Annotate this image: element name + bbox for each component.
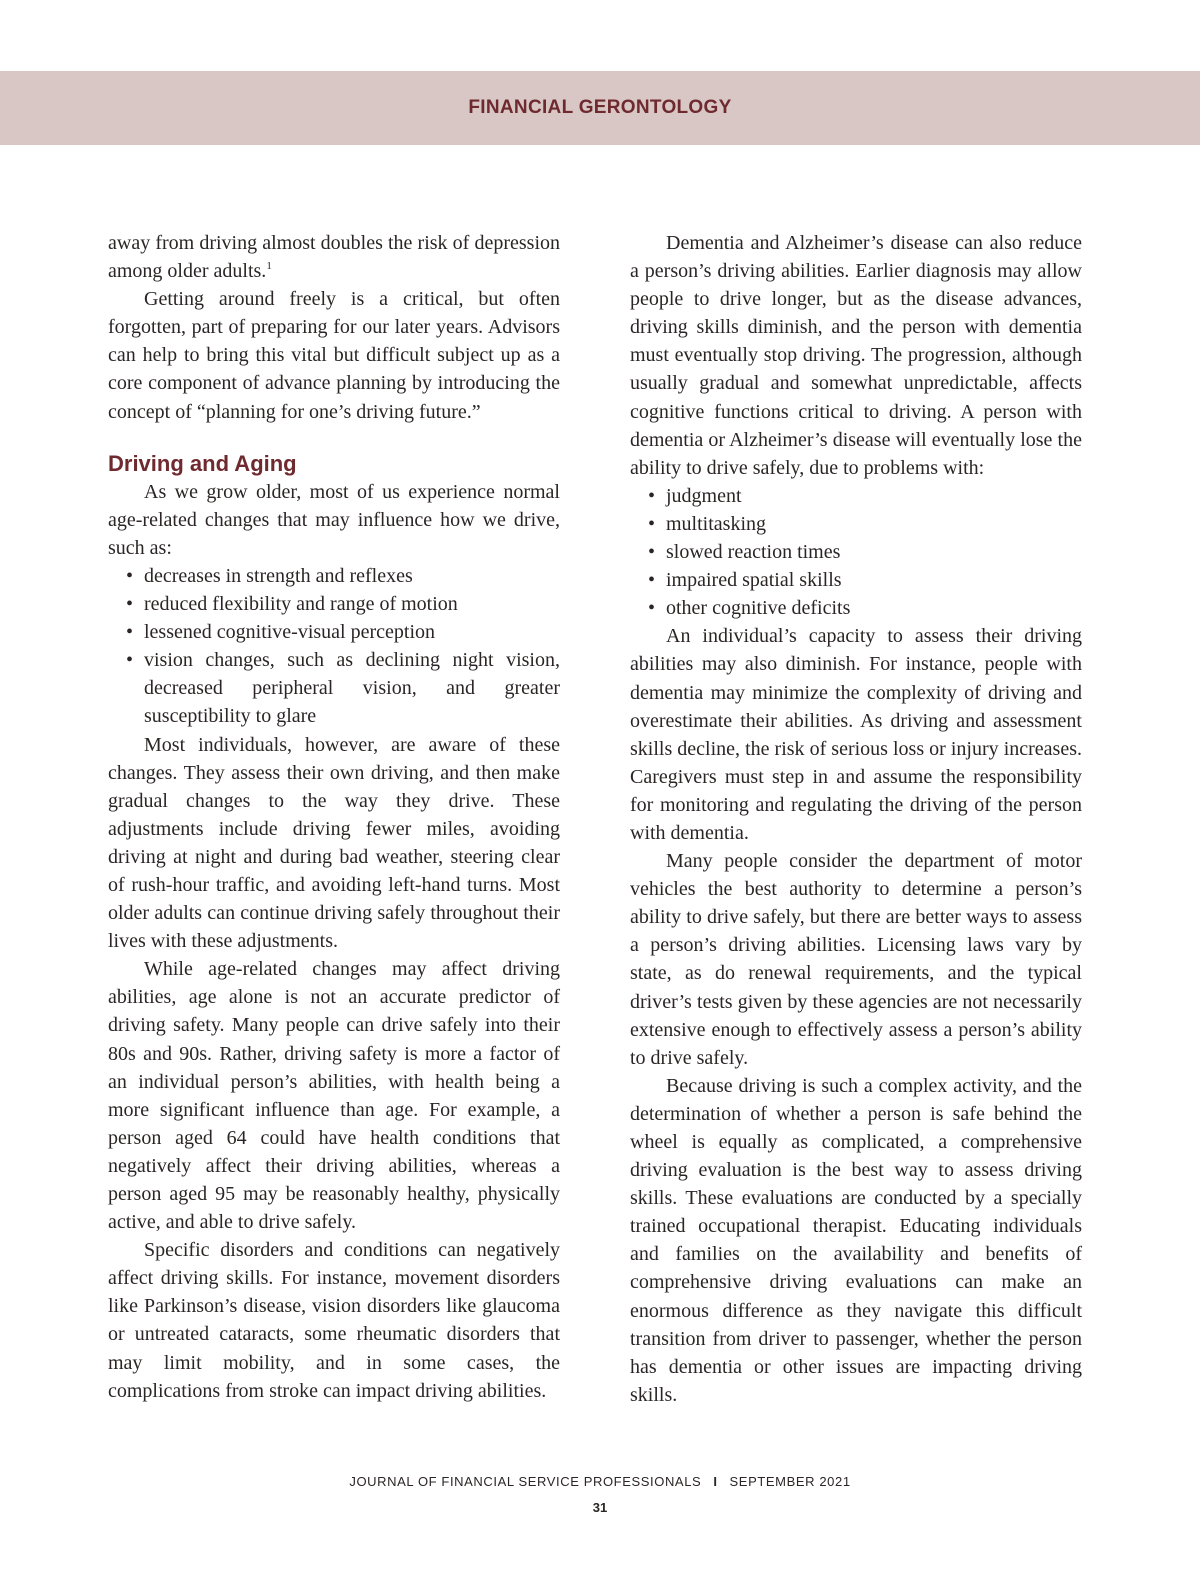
page-number: 31 [592, 1500, 608, 1515]
list-item: • decreases in strength and reflexes [108, 562, 560, 590]
right-paragraph-2: An individual’s capacity to assess their driving abilities may also diminish. For instance, people with dementia may minimize the complexity of driving and overestimate their abilities. As driving and assessment skills decline, the risk of serious loss or injury increases. Caregivers must step in and assume the responsibility for monitoring and regulating the driving of the person with dementia. [630, 625, 1082, 844]
age-changes-list [108, 562, 560, 731]
left-paragraph-3: As we grow older, most of us experience normal age-related changes that may influence how we drive, such as: [108, 480, 560, 559]
left-paragraph-2: Getting around freely is a critical, but often forgotten, part of preparing for our later years. Advisors can help to bring this vital but difficult subject up as a core component of advance planning by introducing the concept of “planning for one’s driving future.” [108, 288, 560, 423]
list-item: • lessened cognitive-visual perception [108, 618, 560, 646]
list-item: • multitasking [630, 510, 1082, 538]
left-column [108, 229, 560, 1405]
left-paragraph-1 [108, 229, 560, 285]
footnote-ref: 1 [266, 260, 272, 273]
list-item: • other cognitive deficits [630, 594, 1082, 622]
right-paragraph-3: Many people consider the department of motor vehicles the best authority to determine a person’s ability to drive safely, but there are better ways to assess a person’s driving abilities. Licensing laws vary by state, as do renewal requirements, and the typical driver’s tests given by these agencies are not necessarily extensive enough to effectively assess a person’s ability to drive safely. [630, 850, 1082, 1069]
right-paragraph-4: Because driving is such a complex activity, and the determination of whether a person is safe behind the wheel is equally as complicated, a comprehensive driving evaluation is the best way to assess driving skills. These evaluations are conducted by a specially trained occupational therapist. Educating individuals and families on the availability and benefits of comprehensive driving evaluations can make an enormous difference as they navigate this difficult transition from driver to passenger, whether the person has dementia or other issues are impacting driving skills. [630, 1074, 1082, 1406]
section-title: FINANCIAL GERONTOLOGY [468, 97, 732, 118]
issue-date: SEPTEMBER 2021 [729, 1474, 851, 1489]
right-paragraph-1: Dementia and Alzheimer’s disease can also reduce a person’s driving abilities. Earlier diagnosis may allow people to drive longer, but as the disease advances, driving skills diminish, and the person with dementia must eventually stop driving. The progression, although usually gradual and somewhat unpredictable, affects cognitive functions critical to driving. A person with dementia or Alzheimer’s disease will eventually lose the ability to drive safely, due to problems with: [630, 232, 1082, 479]
list-item: • judgment [630, 482, 1082, 510]
left-paragraph-4: Most individuals, however, are aware of these changes. They assess their own driving, and then make gradual changes to the way they drive. These adjustments include driving fewer miles, avoiding driving at night and during bad weather, steering clear of rush-hour traffic, and avoiding left-hand turns. Most older adults can continue driving safely throughout their lives with these adjustments. [108, 733, 560, 953]
section-banner [0, 71, 1200, 145]
left-paragraph-1-text: away from driving almost doubles the risk of depression among older adults. [108, 232, 560, 283]
footer-separator: I [713, 1474, 718, 1489]
section-heading: Driving and Aging [108, 450, 297, 476]
journal-name: JOURNAL OF FINANCIAL SERVICE PROFESSIONALS [349, 1474, 702, 1489]
page-footer [0, 1474, 1200, 1489]
list-item: • reduced flexibility and range of motion [108, 590, 560, 618]
left-paragraph-5: While age-related changes may affect driving abilities, age alone is not an accurate predictor of driving safety. Many people can drive safely into their 80s and 90s. Rather, driving safety is more a factor of an individual person’s abilities, with health being a more significant influence than age. For example, a person aged 64 could have health conditions that negatively affect their driving abilities, whereas a person aged 95 may be reasonably healthy, physically active, and able to drive safely. [108, 958, 560, 1234]
dementia-problems-list [630, 482, 1082, 622]
list-item: • vision changes, such as declining night vision, decreased peripheral vision, and greater susceptibility to glare [108, 646, 560, 730]
list-item: • slowed reaction times [630, 538, 1082, 566]
right-column [630, 229, 1082, 1409]
list-item: • impaired spatial skills [630, 566, 1082, 594]
left-paragraph-6: Specific disorders and conditions can negatively affect driving skills. For instance, movement disorders like Parkinson’s disease, vision disorders like glaucoma or untreated cataracts, some rheumatic disorders that may limit mobility, and in some cases, the complications from stroke can impact driving abilities. [108, 1239, 560, 1402]
